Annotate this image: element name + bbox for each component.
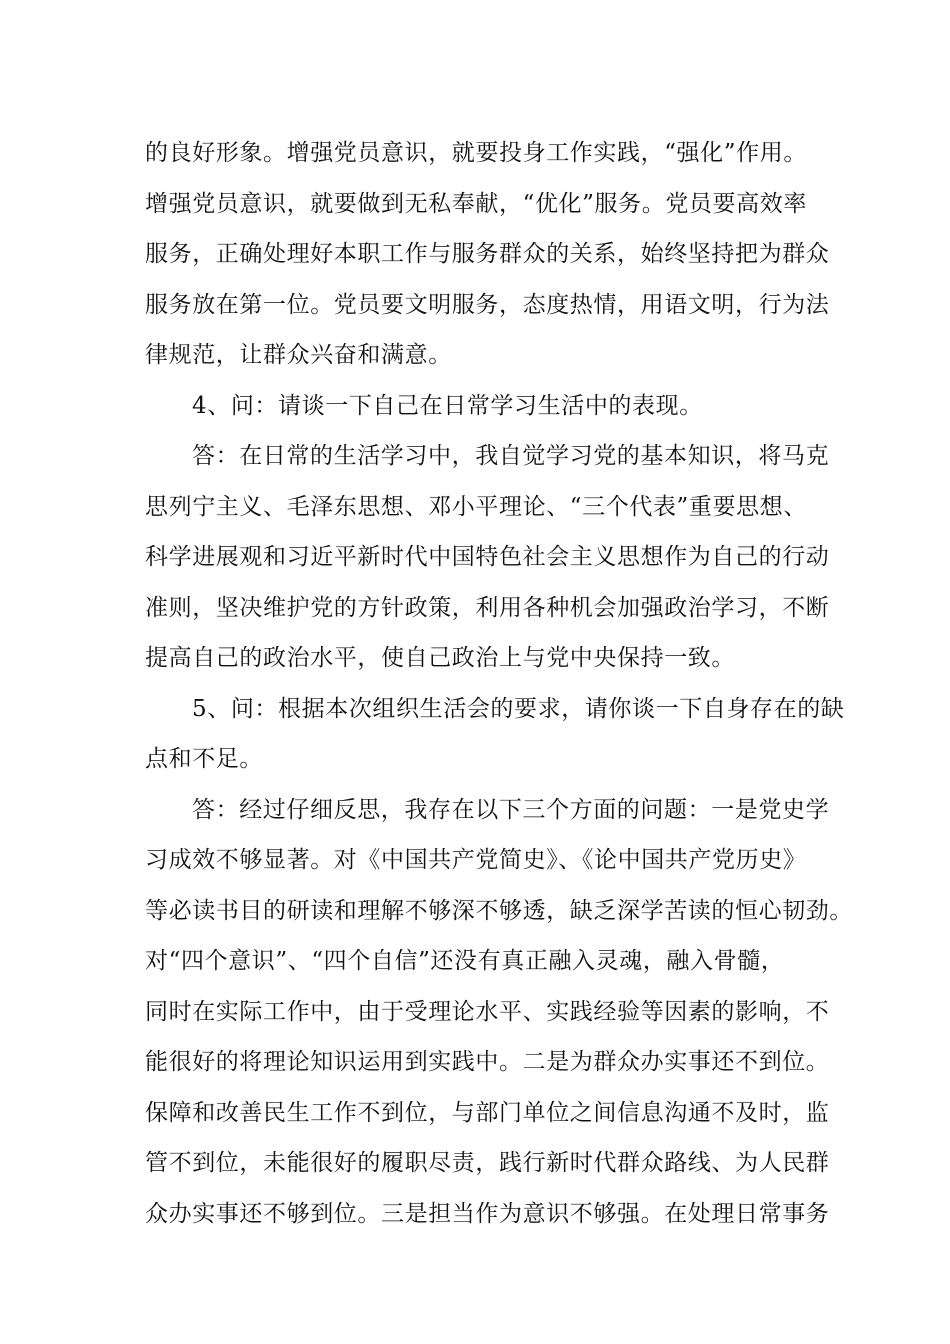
text-line: 服务，正确处理好本职工作与服务群众的关系，始终坚持把为群众 [145,241,830,267]
text-line: 习成效不够显著。对《中国共产党简史》、《论中国共产党历史》 [145,847,807,873]
text-line: 服务放在第一位。党员要文明服务，态度热情，用语文明，行为法 [145,291,830,318]
text-line: 律规范，让群众兴奋和满意。 [145,342,452,368]
text-line: 增强党员意识，就要做到无私奉献，“优化”服务。党员要高效率 [145,190,807,217]
question-5-line: 5、问：根据本次组织生活会的要求，请你谈一下自身存在的缺 [192,695,845,722]
text-line: 对“四个意识”、“四个自信”还没有真正融入灵魂，融入骨髓， [145,948,785,974]
answer-5-first-line: 答：经过仔细反思，我存在以下三个方面的问题：一是党史学 [192,796,830,823]
text-line: 的良好形象。增强党员意识，就要投身工作实践，“强化”作用。 [145,140,807,166]
text-line: 管不到位，未能很好的履职尽责，践行新时代群众路线、为人民群 [145,1150,830,1176]
text-line: 准则，坚决维护党的方针政策，利用各种机会加强政治学习，不断 [145,594,830,621]
text-line: 等必读书目的研读和理解不够深不够透，缺乏深学苦读的恒心韧劲。 [145,897,853,924]
text-line: 众办实事还不够到位。三是担当作为意识不够强。在处理日常事务 [145,1200,830,1227]
text-line: 同时在实际工作中，由于受理论水平、实践经验等因素的影响，不 [145,998,830,1025]
question-4-line: 4、问：请谈一下自己在日常学习生活中的表现。 [192,392,703,419]
text-line: 保障和改善民生工作不到位，与部门单位之间信息沟通不及时，监 [145,1099,830,1126]
text-line: 能很好的将理论知识运用到实践中。二是为群众办实事还不到位。 [145,1049,830,1075]
text-line: 科学进展观和习近平新时代中国特色社会主义思想作为自己的行动 [145,544,830,570]
text-line: 提高自己的政治水平，使自己政治上与党中央保持一致。 [145,645,735,671]
answer-4-first-line: 答：在日常的生活学习中，我自觉学习党的基本知识，将马克 [192,443,830,469]
text-line: 点和不足。 [145,746,263,772]
text-line: 思列宁主义、毛泽东思想、邓小平理论、“三个代表”重要思想、 [145,493,807,520]
document-body [145,128,853,1239]
